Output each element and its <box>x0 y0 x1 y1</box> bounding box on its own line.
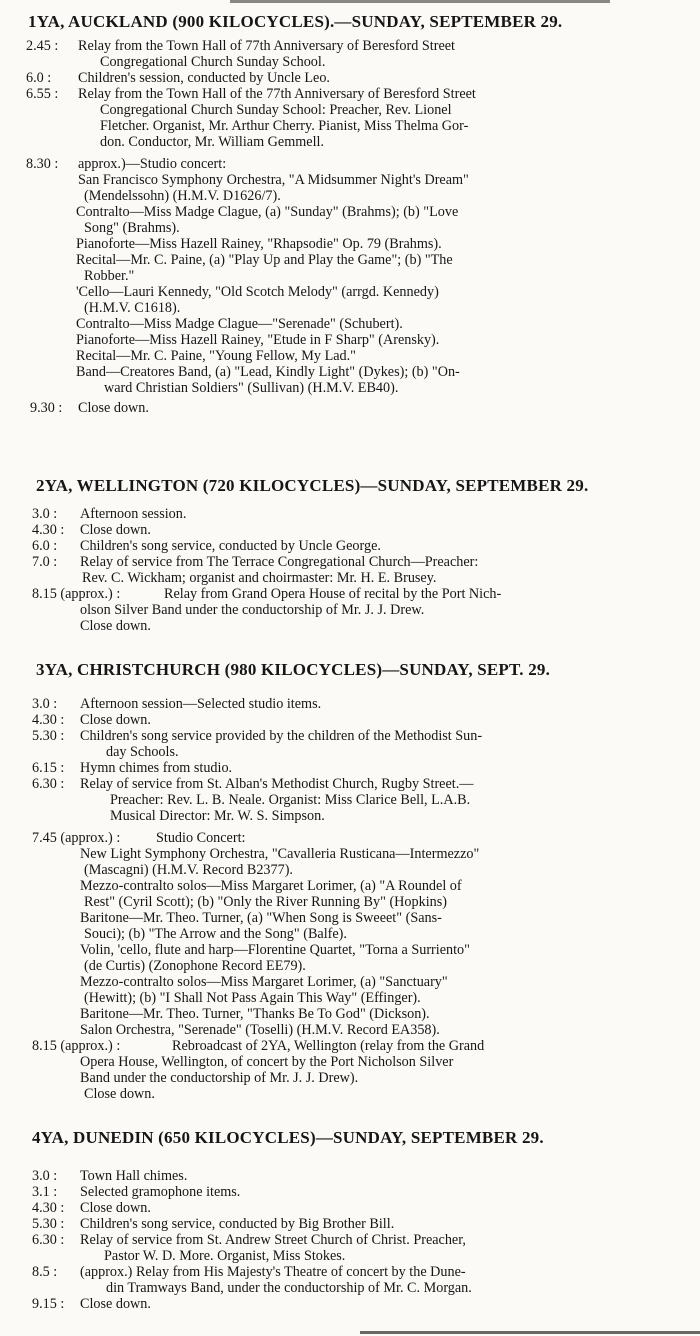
entry-text: Souci); (b) "The Arrow and the Song" (Balfe). <box>84 926 347 942</box>
entry-text: Selected gramophone items. <box>80 1184 241 1200</box>
entry-text: Close down. <box>80 712 151 728</box>
program-entry <box>0 1086 700 1102</box>
program-entry <box>0 252 700 284</box>
entry-time: 6.55 : <box>26 86 59 102</box>
program-entry <box>0 696 700 712</box>
program-entry <box>0 878 700 910</box>
program-entry <box>0 1022 700 1038</box>
entry-text: Pianoforte—Miss Hazell Rainey, "Rhapsodie" Op. 79 (Brahms). <box>76 236 442 252</box>
entry-text: Relay from the Town Hall of the 77th Anniversary of Beresford Street <box>78 86 476 102</box>
program-entry <box>0 1264 700 1296</box>
entry-text: Close down. <box>84 1086 155 1102</box>
entry-text: Relay of service from The Terrace Congregational Church—Preacher: <box>80 554 479 570</box>
entry-text: Pianoforte—Miss Hazell Rainey, "Etude in F Sharp" (Arensky). <box>76 332 440 348</box>
entry-time: 7.0 : <box>32 554 58 570</box>
entry-text: Song" (Brahms). <box>84 220 180 236</box>
program-entry <box>0 348 700 364</box>
entry-text: Children's song service provided by the children of the Methodist Sun- <box>80 728 483 744</box>
entry-text: Relay from Grand Opera House of recital by the Port Nich- <box>164 586 502 602</box>
entry-text: Close down. <box>78 400 149 416</box>
entry-text: (H.M.V. C1618). <box>84 300 181 316</box>
entry-text: Recital—Mr. C. Paine, (a) "Play Up and Play the Game"; (b) "The <box>76 252 453 268</box>
entry-text: Afternoon session. <box>80 506 187 522</box>
program-entry <box>0 172 700 204</box>
program-entry <box>0 400 700 416</box>
entry-text: ward Christian Soldiers" (Sullivan) (H.M.V. EB40). <box>104 380 399 396</box>
entry-time: 3.0 : <box>32 506 58 522</box>
entry-time: 2.45 : <box>26 38 59 54</box>
program-entry <box>0 156 700 172</box>
program-entry <box>0 586 700 618</box>
entry-text: olson Silver Band under the conductorship of Mr. J. J. Drew. <box>80 602 425 618</box>
program-entry <box>0 942 700 974</box>
entry-text: Rev. C. Wickham; organist and choirmaster: Mr. H. E. Brusey. <box>82 570 437 586</box>
entry-time: 8.30 : <box>26 156 59 172</box>
entry-text: Mezzo-contralto solos—Miss Margaret Lorimer, (a) "Sanctuary" <box>80 974 448 990</box>
program-entry <box>0 618 700 634</box>
entry-text: San Francisco Symphony Orchestra, "A Midsummer Night's Dream" <box>78 172 469 188</box>
entry-time: 6.0 : <box>32 538 58 554</box>
entry-text: day Schools. <box>106 744 179 760</box>
entry-text: Close down. <box>80 1200 151 1216</box>
station-heading: 3YA, CHRISTCHURCH (980 KILOCYCLES)—SUNDAY, SEPT. 29. <box>36 660 551 679</box>
entry-time: 5.30 : <box>32 728 65 744</box>
program-entry <box>0 538 700 554</box>
program-entry <box>0 1168 700 1184</box>
program-entry <box>0 1232 700 1264</box>
entry-time: 4.30 : <box>32 1200 65 1216</box>
program-entry <box>0 70 700 86</box>
entry-time: 4.30 : <box>32 712 65 728</box>
program-entry <box>0 316 700 332</box>
entry-text: Recital—Mr. C. Paine, "Young Fellow, My Lad." <box>76 348 356 364</box>
entry-time: 6.30 : <box>32 1232 65 1248</box>
program-entry <box>0 830 700 846</box>
entry-time: 6.0 : <box>26 70 52 86</box>
entry-text: (approx.) Relay from His Majesty's Theatre of concert by the Dune- <box>80 1264 466 1280</box>
station-2ya <box>0 476 700 634</box>
entry-time: 9.15 : <box>32 1296 65 1312</box>
program-entry <box>0 712 700 728</box>
entry-text: Opera House, Wellington, of concert by the Port Nicholson Silver <box>80 1054 454 1070</box>
entry-text: Band under the conductorship of Mr. J. J. Drew). <box>80 1070 359 1086</box>
entry-text: Children's song service, conducted by Big Brother Bill. <box>80 1216 395 1232</box>
entry-text: Children's session, conducted by Uncle Leo. <box>78 70 330 86</box>
entry-text: approx.)—Studio concert: <box>78 156 227 172</box>
program-entry <box>0 86 700 150</box>
entry-text: Relay from the Town Hall of 77th Anniversary of Beresford Street <box>78 38 455 54</box>
entry-text: (Mascagni) (H.M.V. Record B2377). <box>84 862 293 878</box>
entry-text: (de Curtis) (Zonophone Record EE79). <box>84 958 306 974</box>
entry-text: Baritone—Mr. Theo. Turner, "Thanks Be To God" (Dickson). <box>80 1006 430 1022</box>
entry-time: 3.1 : <box>32 1184 58 1200</box>
entry-text: Congregational Church Sunday School. <box>100 54 326 70</box>
entry-text: Close down. <box>80 618 151 634</box>
entry-text: Children's song service, conducted by Uncle George. <box>80 538 381 554</box>
entry-text: Musical Director: Mr. W. S. Simpson. <box>110 808 325 824</box>
program-entry <box>0 1200 700 1216</box>
program-entry <box>0 506 700 522</box>
program-entry <box>0 332 700 348</box>
entry-text: Fletcher. Organist, Mr. Arthur Cherry. Pianist, Miss Thelma Gor- <box>100 118 469 134</box>
program-entry <box>0 38 700 70</box>
station-3ya <box>0 660 700 1102</box>
entry-text: Hymn chimes from studio. <box>80 760 233 776</box>
entry-time: 8.15 (approx.) : <box>32 586 121 602</box>
entry-text: Contralto—Miss Madge Clague—"Serenade" (Schubert). <box>76 316 403 332</box>
entry-text: Town Hall chimes. <box>80 1168 188 1184</box>
program-entry <box>0 204 700 236</box>
station-heading: 4YA, DUNEDIN (650 KILOCYCLES)—SUNDAY, SEPTEMBER 29. <box>32 1128 544 1147</box>
program-entry <box>0 522 700 538</box>
entry-text: Band—Creatores Band, (a) "Lead, Kindly Light" (Dykes); (b) "On- <box>76 364 460 380</box>
entry-time: 3.0 : <box>32 1168 58 1184</box>
entry-text: 'Cello—Lauri Kennedy, "Old Scotch Melody" (arrgd. Kennedy) <box>76 284 439 300</box>
entry-text: Rebroadcast of 2YA, Wellington (relay from the Grand <box>172 1038 485 1054</box>
program-entry <box>0 1296 700 1312</box>
entry-text: Relay of service from St. Alban's Methodist Church, Rugby Street.— <box>80 776 474 792</box>
entry-text: New Light Symphony Orchestra, "Cavalleria Rusticana—Intermezzo" <box>80 846 480 862</box>
program-entry <box>0 236 700 252</box>
program-entry <box>0 364 700 396</box>
entry-time: 8.5 : <box>32 1264 58 1280</box>
entry-time: 9.30 : <box>30 400 63 416</box>
entry-text: Salon Orchestra, "Serenade" (Toselli) (H.M.V. Record EA358). <box>80 1022 440 1038</box>
program-entry <box>0 1184 700 1200</box>
entry-text: Studio Concert: <box>156 830 246 846</box>
program-entry <box>0 974 700 1006</box>
bottom-rule <box>360 1331 700 1334</box>
program-entry <box>0 910 700 942</box>
program-entry <box>0 1006 700 1022</box>
entry-text: Rest" (Cyril Scott); (b) "Only the River Running By" (Hopkins) <box>84 894 447 910</box>
entry-time: 5.30 : <box>32 1216 65 1232</box>
program-entry <box>0 554 700 586</box>
entry-text: Congregational Church Sunday School: Preacher, Rev. Lionel <box>100 102 452 118</box>
entry-text: Relay of service from St. Andrew Street Church of Christ. Preacher, <box>80 1232 466 1248</box>
station-4ya <box>0 1128 700 1312</box>
entry-text: Close down. <box>80 522 151 538</box>
entry-time: 8.15 (approx.) : <box>32 1038 121 1054</box>
program-entry <box>0 760 700 776</box>
entry-text: din Tramways Band, under the conductorship of Mr. C. Morgan. <box>106 1280 472 1296</box>
entry-time: 3.0 : <box>32 696 58 712</box>
program-entry <box>0 776 700 824</box>
top-rule <box>0 0 700 6</box>
program-entry <box>0 1038 700 1086</box>
station-heading: 2YA, WELLINGTON (720 KILOCYCLES)—SUNDAY, SEPTEMBER 29. <box>36 476 589 495</box>
entry-text: (Hewitt); (b) "I Shall Not Pass Again This Way" (Effinger). <box>84 990 421 1006</box>
entry-time: 4.30 : <box>32 522 65 538</box>
program-entry <box>0 728 700 760</box>
station-heading: 1YA, AUCKLAND (900 KILOCYCLES).—SUNDAY, SEPTEMBER 29. <box>28 12 563 31</box>
entry-time: 6.30 : <box>32 776 65 792</box>
entry-text: Mezzo-contralto solos—Miss Margaret Lorimer, (a) "A Roundel of <box>80 878 462 894</box>
entry-text: Preacher: Rev. L. B. Neale. Organist: Miss Clarice Bell, L.A.B. <box>110 792 471 808</box>
entry-text: don. Conductor, Mr. William Gemmell. <box>100 134 324 150</box>
entry-text: Contralto—Miss Madge Clague, (a) "Sunday" (Brahms); (b) "Love <box>76 204 459 220</box>
entry-text: Pastor W. D. More. Organist, Miss Stokes. <box>104 1248 346 1264</box>
entry-text: (Mendelssohn) (H.M.V. D1626/7). <box>84 188 281 204</box>
station-1ya <box>0 12 700 416</box>
program-entry <box>0 1216 700 1232</box>
entry-time: 6.15 : <box>32 760 65 776</box>
entry-text: Volin, 'cello, flute and harp—Florentine Quartet, "Torna a Surriento" <box>80 942 470 958</box>
entry-text: Close down. <box>80 1296 151 1312</box>
program-entry <box>0 846 700 878</box>
program-entry <box>0 284 700 316</box>
entry-text: Baritone—Mr. Theo. Turner, (a) "When Song is Sweeet" (Sans- <box>80 910 442 926</box>
entry-text: Afternoon session—Selected studio items. <box>80 696 322 712</box>
entry-time: 7.45 (approx.) : <box>32 830 121 846</box>
entry-text: Robber." <box>84 268 135 284</box>
